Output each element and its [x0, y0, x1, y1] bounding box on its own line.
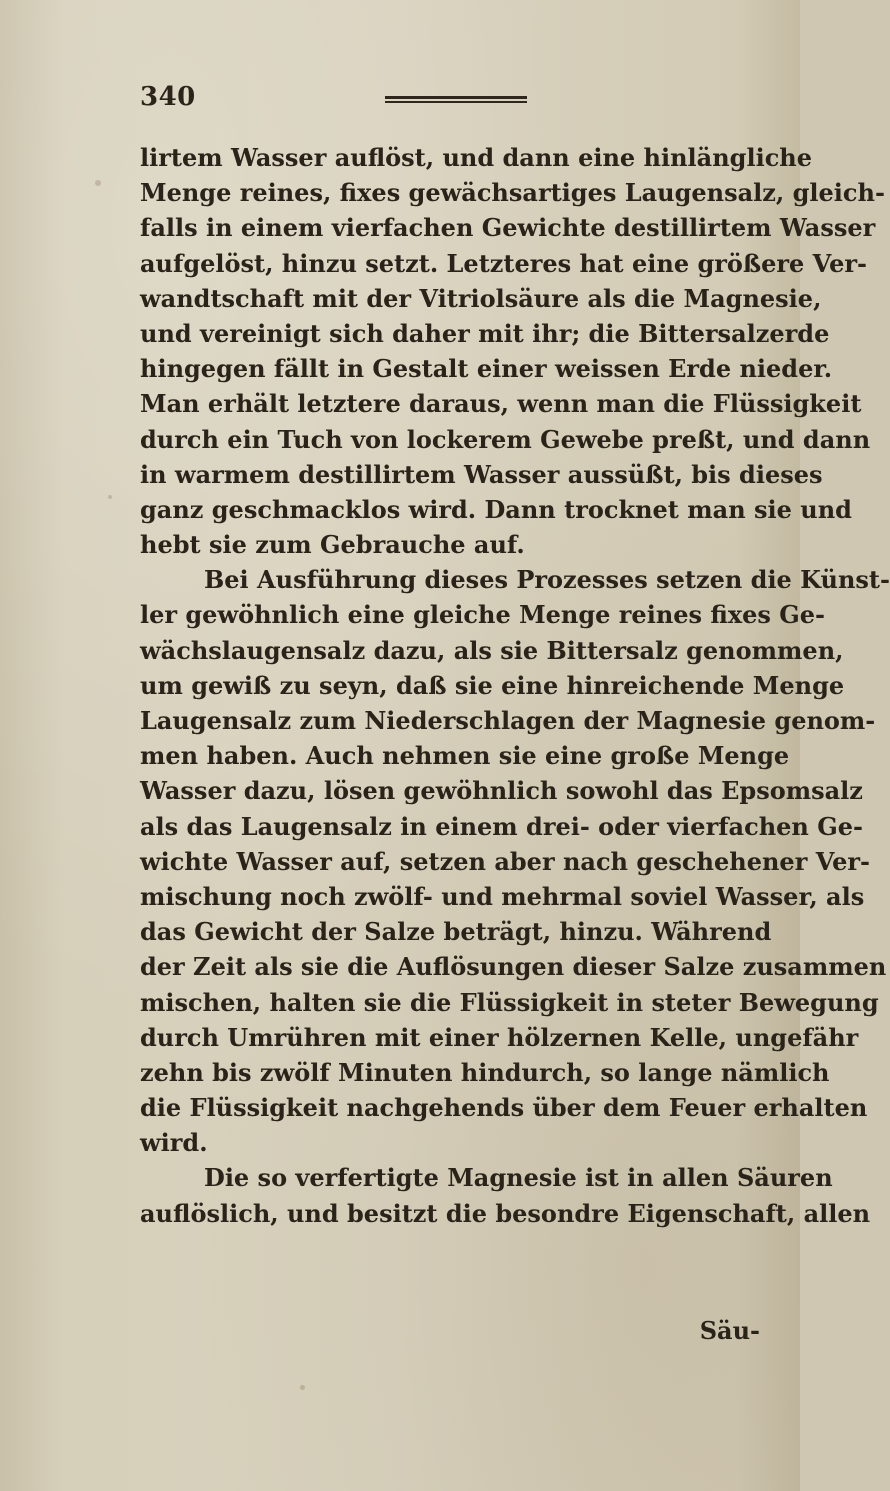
text-line: Menge reines, fixes gewächsartiges Laugensalz, gleich-: [140, 178, 885, 208]
text-line: wächslaugensalz dazu, als sie Bittersalz genommen,: [140, 635, 844, 665]
text-line: hebt sie zum Gebrauche auf.: [140, 530, 525, 560]
text-line: der Zeit als sie die Auflösungen dieser Salze zusammen: [140, 952, 887, 982]
text-line: ganz geschmacklos wird. Dann trocknet man sie und: [140, 494, 852, 524]
text-line: um gewiß zu seyn, daß sie eine hinreichende Menge: [140, 670, 845, 700]
text-line: das Gewicht der Salze beträgt, hinzu. Während: [140, 917, 772, 947]
text-line: men haben. Auch nehmen sie eine große Menge: [140, 741, 790, 771]
text-line: die Flüssigkeit nachgehends über dem Feuer erhalten: [140, 1093, 868, 1123]
catchword: Säu-: [699, 1316, 760, 1345]
text-line: lirtem Wasser auflöst, und dann eine hinlängliche: [140, 143, 813, 172]
text-line: wichte Wasser auf, setzen aber nach geschehener Ver-: [140, 846, 870, 876]
text-line: durch Umrühren mit einer hölzernen Kelle, ungefähr: [140, 1022, 859, 1052]
text-line: Man erhält letztere daraus, wenn man die Flüssigkeit: [140, 389, 862, 419]
text-line: in warmem destillirtem Wasser aussüßt, bis dieses: [140, 459, 823, 489]
paper-stain: [300, 1385, 305, 1390]
page-header: [140, 82, 780, 122]
text-line: durch ein Tuch von lockerem Gewebe preßt, und dann: [140, 424, 871, 454]
text-line: wandtschaft mit der Vitriolsäure als die Magnesie,: [140, 283, 822, 313]
text-line: auflöslich, und besitzt die besondre Eigenschaft, allen: [140, 1198, 871, 1228]
text-line: als das Laugensalz in einem drei- oder vierfachen Ge-: [140, 811, 863, 841]
text-line: Wasser dazu, lösen gewöhnlich sowohl das Epsomsalz: [140, 776, 863, 806]
text-line: wird.: [140, 1128, 208, 1158]
body-text: [140, 140, 890, 1231]
text-line: aufgelöst, hinzu setzt. Letzteres hat eine größere Ver-: [140, 248, 867, 278]
text-line: zehn bis zwölf Minuten hindurch, so lange nämlich: [140, 1057, 830, 1087]
page-number: 340: [140, 82, 196, 112]
text-line: mischen, halten sie die Flüssigkeit in steter Bewegung: [140, 987, 879, 1017]
paper-stain: [95, 180, 101, 186]
text-line: hingegen fällt in Gestalt einer weissen Erde nieder.: [140, 354, 833, 384]
text-line: mischung noch zwölf- und mehrmal soviel Wasser, als: [140, 881, 865, 911]
text-line: Bei Ausführung dieses Prozesses setzen die Künst-: [204, 565, 890, 595]
header-rule: [385, 96, 527, 103]
text-line: ler gewöhnlich eine gleiche Menge reines fixes Ge-: [140, 600, 826, 630]
text-line: Die so verfertigte Magnesie ist in allen Säuren: [204, 1163, 833, 1193]
text-line: falls in einem vierfachen Gewichte destillirtem Wasser: [140, 213, 876, 243]
paper-stain: [108, 495, 112, 499]
text-line: Laugensalz zum Niederschlagen der Magnesie genom-: [140, 706, 876, 735]
text-line: und vereinigt sich daher mit ihr; die Bittersalzerde: [140, 318, 830, 348]
